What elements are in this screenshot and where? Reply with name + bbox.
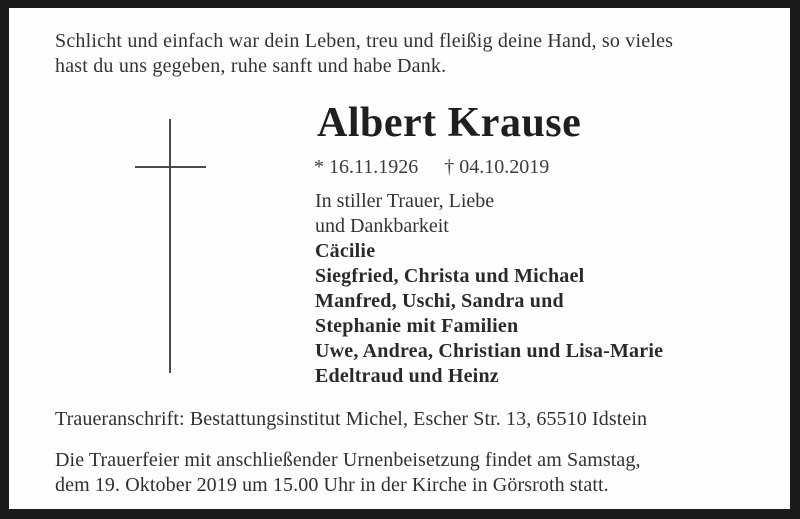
- cross-vertical-bar: [169, 119, 171, 373]
- birth-date: * 16.11.1926: [314, 156, 419, 178]
- life-dates: [314, 155, 549, 180]
- mourning-intro-line-2: und Dankbarkeit: [315, 215, 449, 237]
- epitaph-line-2: hast du uns gegeben, ruhe sanft und habe Dank.: [55, 55, 447, 77]
- mourning-address: Traueranschrift: Bestattungsinstitut Michel, Escher Str. 13, 65510 Idstein: [55, 408, 648, 430]
- death-date: † 04.10.2019: [444, 156, 550, 178]
- funeral-line-1: Die Trauerfeier mit anschließender Urnenbeisetzung findet am Samstag,: [55, 449, 641, 471]
- mourner-name: Uwe, Andrea, Christian und Lisa-Marie: [315, 340, 664, 362]
- mourning-intro-line-1: In stiller Trauer, Liebe: [315, 190, 495, 212]
- mourners-block: [315, 189, 663, 389]
- cross-horizontal-bar: [135, 166, 206, 168]
- epitaph-quote: [55, 29, 673, 79]
- epitaph-line-1: Schlicht und einfach war dein Leben, treu und fleißig deine Hand, so vieles: [55, 30, 674, 52]
- mourner-name: Manfred, Uschi, Sandra und: [315, 290, 564, 312]
- funeral-details: [55, 448, 641, 498]
- funeral-line-2: dem 19. Oktober 2019 um 15.00 Uhr in der Kirche in Görsroth statt.: [55, 474, 609, 496]
- mourner-name: Edeltraud und Heinz: [315, 365, 499, 387]
- mourner-name: Siegfried, Christa und Michael: [315, 265, 585, 287]
- deceased-name: Albert Krause: [317, 100, 582, 146]
- mourner-name: Cäcilie: [315, 240, 376, 262]
- mourner-name: Stephanie mit Familien: [315, 315, 519, 337]
